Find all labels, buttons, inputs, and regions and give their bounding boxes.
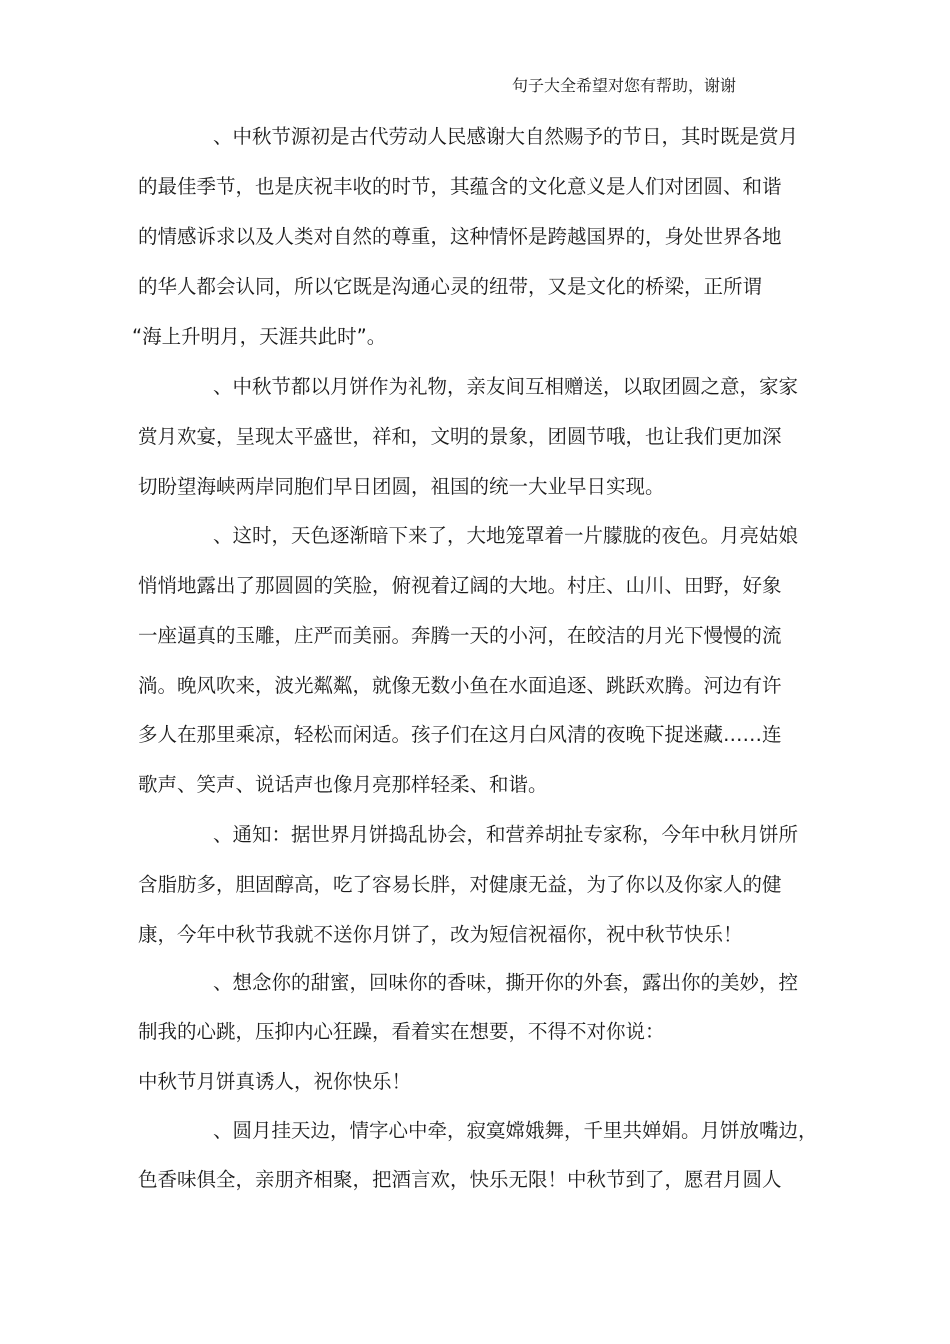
paragraph-2-line-1: 、中秋节都以月饼作为礼物，亲友间互相赠送，以取团圆之意，家家	[213, 375, 799, 398]
paragraph-2-line-3: 切盼望海峡两岸同胞们早日团圆，祖国的统一大业早日实现。	[138, 475, 665, 498]
paragraph-6-line-1: 、圆月挂天边，情字心中牵，寂寞嫦娥舞，千里共婵娟。月饼放嘴边，	[213, 1119, 818, 1142]
paragraph-3-line-1: 、这时，天色逐渐暗下来了，大地笼罩着一片朦胧的夜色。月亮姑娘	[213, 524, 799, 547]
paragraph-5-line-3: 中秋节月饼真诱人，祝你快乐！	[138, 1070, 412, 1093]
paragraph-2-line-2: 赏月欢宴，呈现太平盛世，祥和，文明的景象，团圆节哦，也让我们更加深	[138, 425, 782, 448]
paragraph-4-line-2: 含脂肪多，胆固醇高，吃了容易长胖，对健康无益，为了你以及你家人的健	[138, 873, 782, 896]
paragraph-3-line-5: 多人在那里乘凉，轻松而闲适。孩子们在这月白风清的夜晚下捉迷藏……连	[138, 723, 782, 746]
paragraph-3-line-3: 一座逼真的玉雕，庄严而美丽。奔腾一天的小河，在皎洁的月光下慢慢的流	[138, 624, 782, 647]
paragraph-1-line-1: 、中秋节源初是古代劳动人民感谢大自然赐予的节日，其时既是赏月	[213, 125, 799, 148]
paragraph-3-line-2: 悄悄地露出了那圆圆的笑脸，俯视着辽阔的大地。村庄、山川、田野，好象	[138, 574, 782, 597]
paragraph-3-line-6: 歌声、笑声、说话声也像月亮那样轻柔、和谐。	[138, 773, 548, 796]
paragraph-1-line-3: 的情感诉求以及人类对自然的尊重，这种情怀是跨越国界的，身处世界各地	[138, 225, 782, 248]
paragraph-5-line-1: 、想念你的甜蜜，回味你的香味，撕开你的外套，露出你的美妙，控	[213, 971, 799, 994]
paragraph-5-line-2: 制我的心跳，压抑内心狂躁，看着实在想要，不得不对你说：	[138, 1020, 665, 1043]
paragraph-1-line-5: “海上升明月，天涯共此时”。	[132, 325, 387, 348]
page-header: 句子大全希望对您有帮助，谢谢	[512, 76, 737, 95]
paragraph-3-line-4: 淌。晚风吹来，波光粼粼，就像无数小鱼在水面追逐、跳跃欢腾。河边有许	[138, 674, 782, 697]
paragraph-1-line-2: 的最佳季节，也是庆祝丰收的时节，其蕴含的文化意义是人们对团圆、和谐	[138, 175, 782, 198]
paragraph-1-line-4: 的华人都会认同，所以它既是沟通心灵的纽带，又是文化的桥梁，正所谓	[138, 275, 763, 298]
paragraph-4-line-1: 、通知：据世界月饼捣乱协会，和营养胡扯专家称，今年中秋月饼所	[213, 823, 799, 846]
paragraph-4-line-3: 康，今年中秋节我就不送你月饼了，改为短信祝福你，祝中秋节快乐！	[138, 923, 743, 946]
paragraph-6-line-2: 色香味俱全，亲朋齐相聚，把酒言欢，快乐无限！中秋节到了，愿君月圆人	[138, 1168, 782, 1191]
